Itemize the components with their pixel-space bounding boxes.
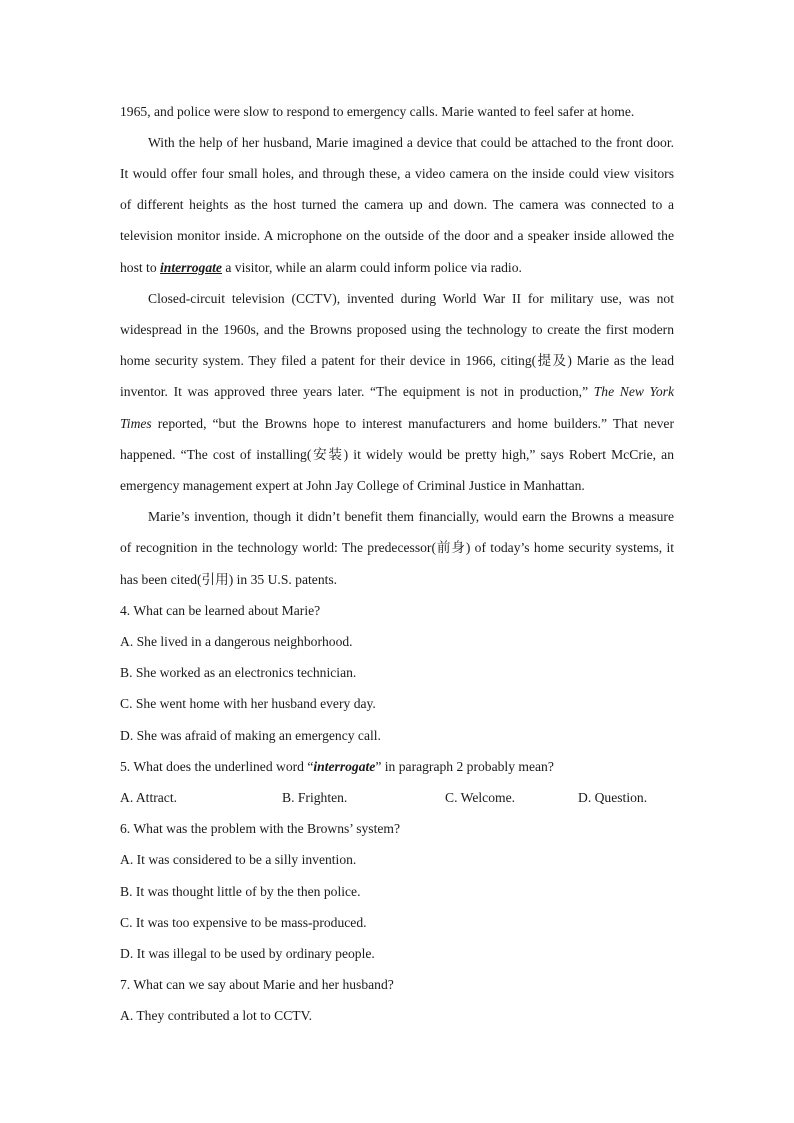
passage-p2-line-5 bbox=[120, 258, 674, 278]
text-run: reported, “but the Browns hope to interest manufacturers and home builders.” That never bbox=[151, 416, 674, 431]
answer-option: D. She was afraid of making an emergency call. bbox=[120, 728, 381, 743]
answer-option: A. She lived in a dangerous neighborhood. bbox=[120, 634, 353, 649]
passage-p2-line-3: of different heights as the host turned the camera up and down. The camera was connected to a bbox=[120, 197, 674, 212]
answer-option: C. Welcome. bbox=[445, 790, 516, 805]
quoted-word: interrogate bbox=[313, 759, 376, 774]
passage-p3-line-2: widespread in the 1960s, and the Browns proposed using the technology to create the first modern bbox=[120, 322, 674, 337]
answer-option: A. Attract. bbox=[120, 790, 178, 805]
answer-option: C. It was too expensive to be mass-produced. bbox=[120, 915, 367, 930]
text-run: a visitor, while an alarm could inform police via radio. bbox=[221, 260, 522, 275]
answer-option: B. It was thought little of by the then police. bbox=[120, 884, 361, 899]
passage-p3-line-1: Closed-circuit television (CCTV), invented during World War II for military use, was not bbox=[148, 291, 674, 306]
question-stem: 6. What was the problem with the Browns’ system? bbox=[120, 821, 401, 836]
answer-option: A. It was considered to be a silly invention. bbox=[120, 852, 357, 867]
question-stem: 7. What can we say about Marie and her husband? bbox=[120, 977, 394, 992]
answer-option: B. Frighten. bbox=[282, 790, 348, 805]
answer-option: C. She went home with her husband every day. bbox=[120, 696, 376, 711]
passage-p4-line-1: Marie’s invention, though it didn’t benefit them financially, would earn the Browns a measure bbox=[148, 509, 674, 524]
answer-option: D. It was illegal to be used by ordinary people. bbox=[120, 946, 375, 961]
passage-p2-line-2: It would offer four small holes, and through these, a video camera on the inside could view visitors bbox=[120, 166, 674, 181]
newspaper-title: Times bbox=[120, 416, 152, 431]
question-stem: 4. What can be learned about Marie? bbox=[120, 603, 321, 618]
passage-p2-line-4: television monitor inside. A microphone on the outside of the door and a speaker inside allowed the bbox=[120, 228, 674, 243]
passage-p3-line-6: happened. “The cost of installing(安装) it widely would be pretty high,” says Robert McCrie, an bbox=[120, 447, 674, 462]
passage-p2-line-1: With the help of her husband, Marie imagined a device that could be attached to the front door. bbox=[148, 135, 674, 150]
text-run: ” in paragraph 2 probably mean? bbox=[375, 759, 554, 774]
passage-p1-line: 1965, and police were slow to respond to emergency calls. Marie wanted to feel safer at home. bbox=[120, 104, 635, 119]
question-stem bbox=[120, 757, 674, 777]
newspaper-title: The New York bbox=[593, 384, 674, 399]
answer-option: B. She worked as an electronics technician. bbox=[120, 665, 357, 680]
text-run: 5. What does the underlined word “ bbox=[120, 759, 314, 774]
passage-p3-line-3: home security system. They filed a patent for their device in 1966, citing(提及) Marie as the lead bbox=[120, 353, 674, 368]
passage-p3-line-7: emergency management expert at John Jay College of Criminal Justice in Manhattan. bbox=[120, 478, 585, 493]
text-run: host to bbox=[120, 260, 161, 275]
answer-option: D. Question. bbox=[578, 790, 648, 805]
passage-p3-line-4 bbox=[120, 382, 674, 402]
underlined-word: interrogate bbox=[160, 260, 222, 275]
passage-p3-line-5 bbox=[120, 414, 674, 434]
text-run: inventor. It was approved three years later. “The equipment is not in production,” bbox=[120, 384, 594, 399]
passage-p4-line-3: has been cited(引用) in 35 U.S. patents. bbox=[120, 572, 338, 587]
passage-p4-line-2: of recognition in the technology world: The predecessor(前身) of today’s home security systems, it bbox=[120, 540, 674, 555]
answer-option: A. They contributed a lot to CCTV. bbox=[120, 1008, 313, 1023]
